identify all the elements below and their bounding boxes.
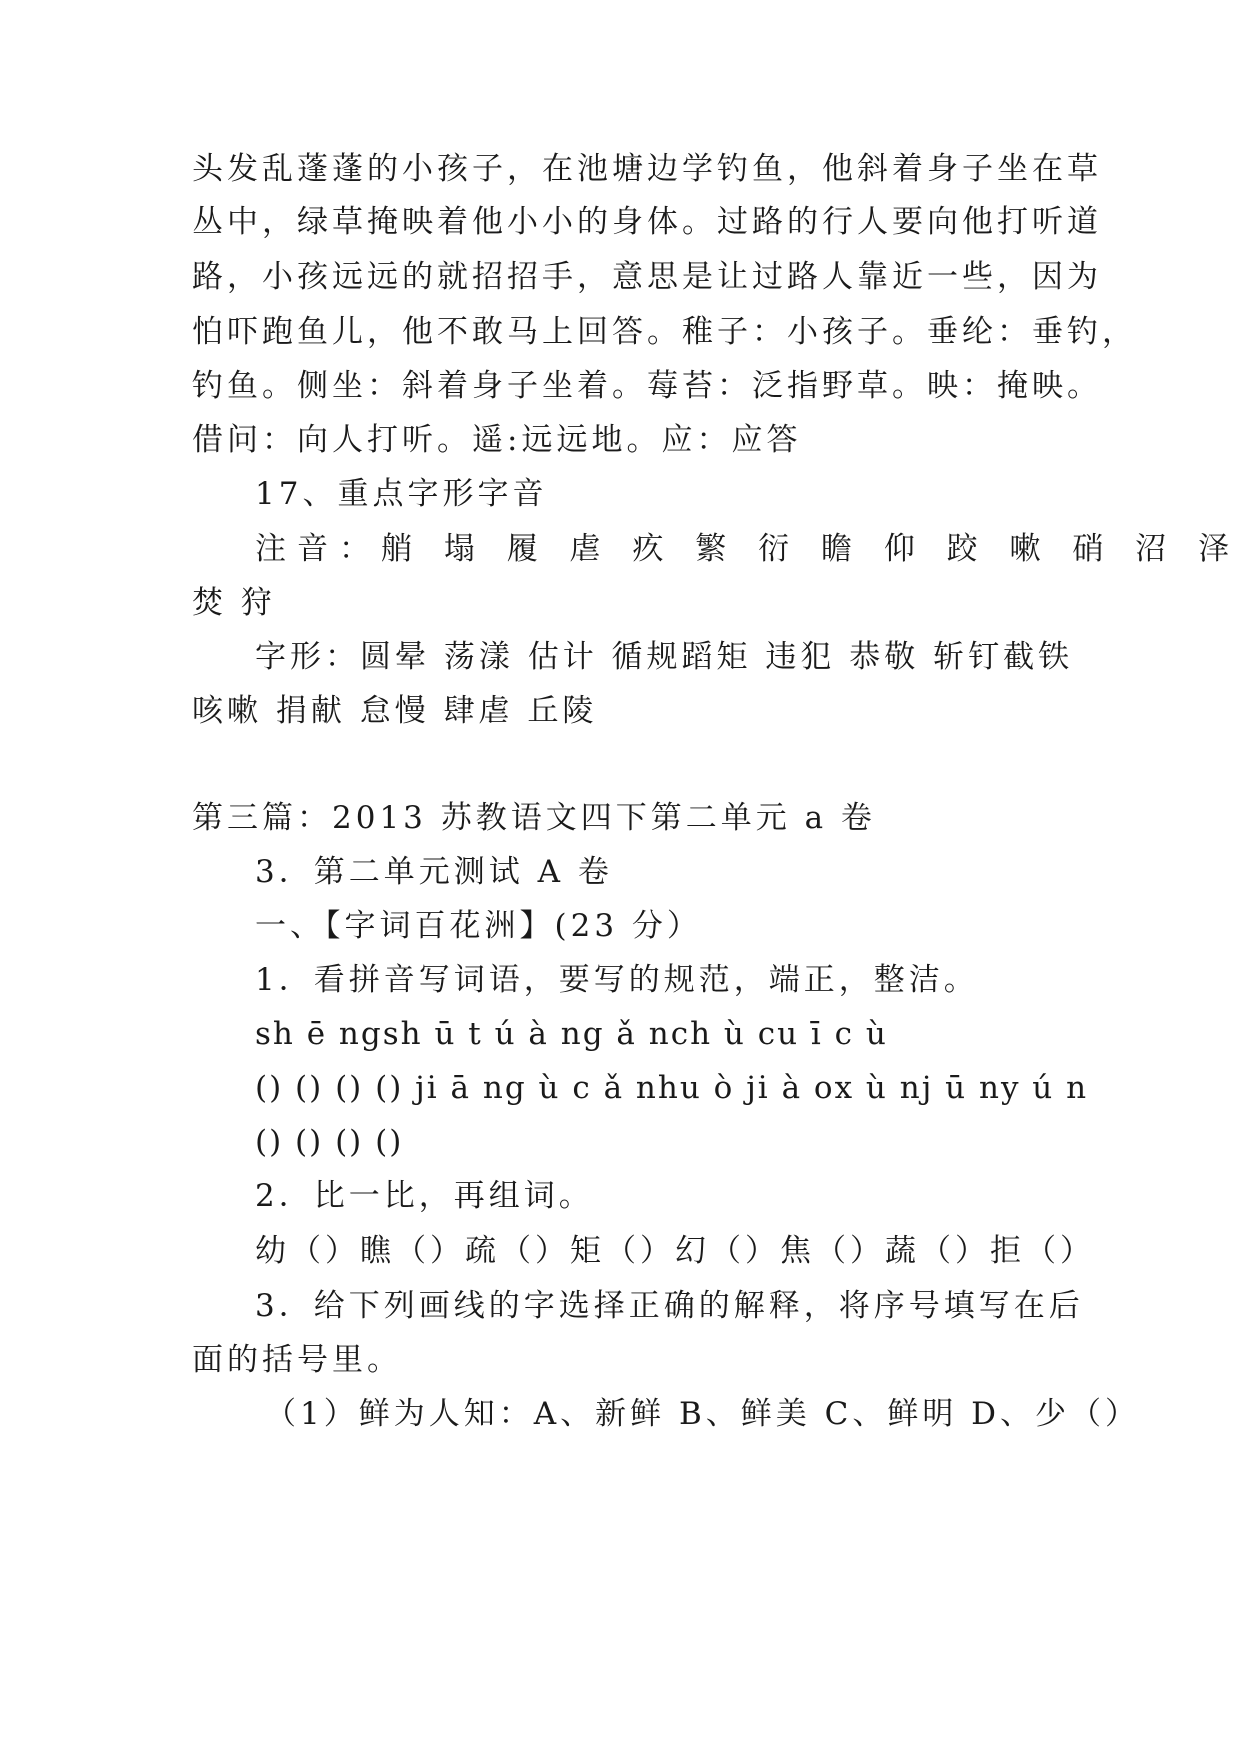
pinyin-line: () () () () — [255, 1124, 404, 1160]
section-17-heading: 17、重点字形字音 — [255, 476, 548, 512]
paragraph-line: 丛中，绿草掩映着他小小的身体。过路的行人要向他打听道 — [192, 204, 1102, 240]
paragraph-line: 借问：向人打听。遥:远远地。应：应答 — [192, 422, 802, 458]
question-3-item: （1）鲜为人知：A、新鲜 B、鲜美 C、鲜明 D、少（） — [265, 1396, 1141, 1432]
paragraph-line: 头发乱蓬蓬的小孩子，在池塘边学钓鱼，他斜着身子坐在草 — [192, 151, 1102, 187]
question-3: 面的括号里。 — [192, 1342, 402, 1378]
part3-subtitle: 3．第二单元测试 A 卷 — [255, 854, 613, 890]
question-3: 3．给下列画线的字选择正确的解释，将序号填写在后 — [255, 1288, 1084, 1324]
paragraph-line: 路，小孩远远的就招招手，意思是让过路人靠近一些，因为 — [192, 259, 1102, 295]
question-2-items: 幼（）瞧（）疏（）矩（）幻（）焦（）蔬（）拒（） — [255, 1233, 1095, 1269]
paragraph-line: 钓鱼。侧坐：斜着身子坐着。莓苔：泛指野草。映：掩映。 — [192, 368, 1102, 404]
zixing-line: 字形：圆晕 荡漾 估计 循规蹈矩 违犯 恭敬 斩钉截铁 — [255, 639, 1074, 675]
paragraph-line: 怕吓跑鱼儿，他不敢马上回答。稚子：小孩子。垂纶：垂钓， — [192, 314, 1137, 350]
section-heading: 一、【字词百花洲】(23 分） — [255, 908, 702, 944]
zixing-line: 咳嗽 捐献 怠慢 肆虐 丘陵 — [192, 693, 598, 729]
part3-title: 第三篇：2013 苏教语文四下第二单元 a 卷 — [192, 800, 876, 836]
question-1: 1．看拼音写词语，要写的规范，端正，整洁。 — [255, 962, 979, 998]
zhuyin-line: 焚 狩 — [192, 585, 276, 621]
zhuyin-line: 注音：艄 塌 履 虐 疚 繁 衍 瞻 仰 跤 嗽 硝 沼 泽 — [255, 531, 1241, 567]
pinyin-line: sh ē ngsh ū t ú à ng ǎ nch ù cu ī c ù — [255, 1016, 888, 1052]
question-2: 2．比一比，再组词。 — [255, 1178, 594, 1214]
pinyin-line: () () () () ji ā ng ù c ǎ nhu ò ji à ox ù nj ū ny ú n — [255, 1070, 1089, 1106]
